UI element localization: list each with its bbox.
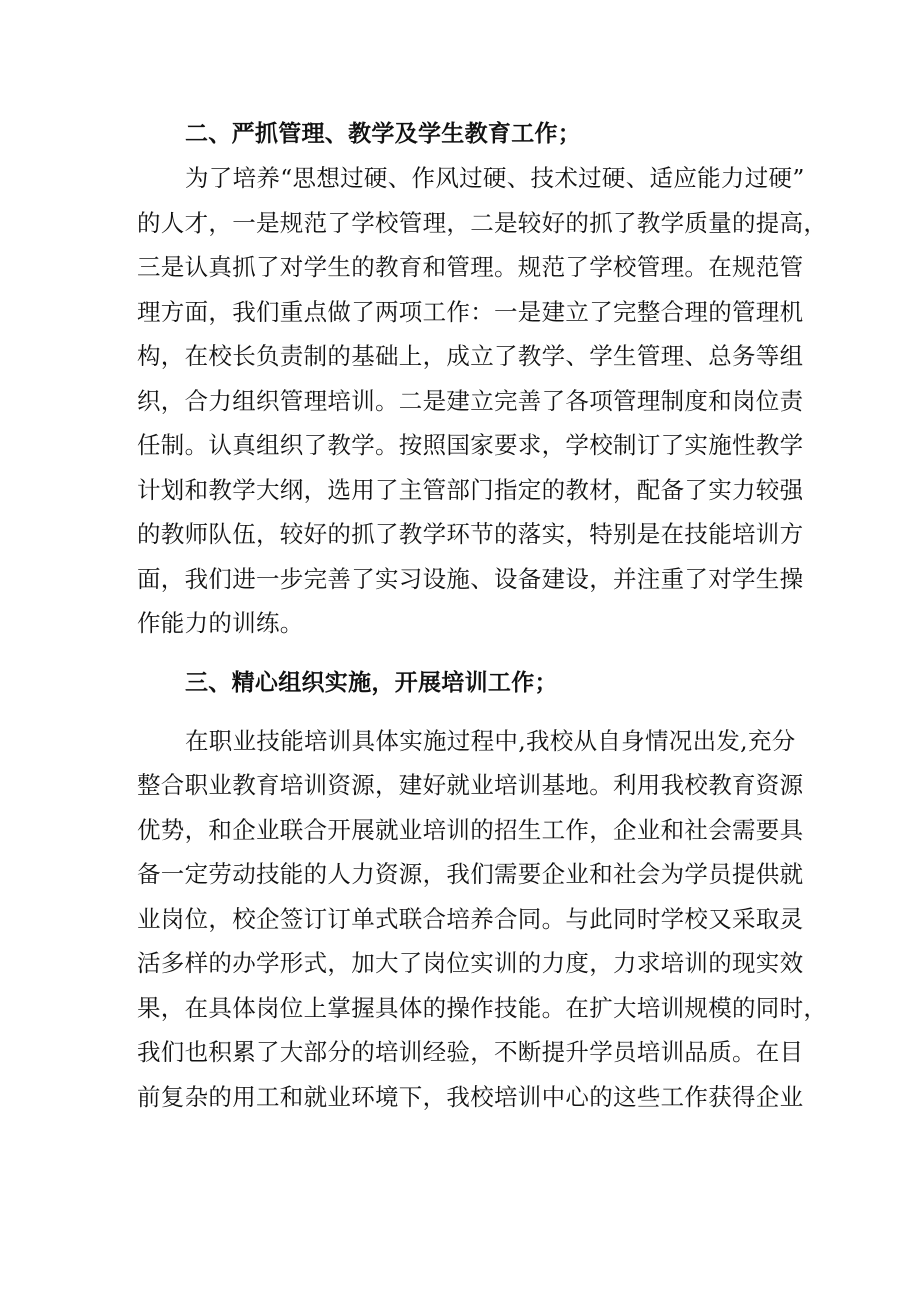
paragraph-line: 前复杂的用工和就业环境下，我校培训中心的这些工作获得企业	[137, 1082, 804, 1111]
paragraph-line: 为了培养“思想过硬、作风过硬、技术过硬、适应能力过硬”	[185, 164, 805, 192]
section-2-heading: 二、严抓管理、教学及学生教育工作；	[185, 121, 582, 147]
section-3-paragraph	[137, 719, 828, 1120]
paragraph-line: 备一定劳动技能的人力资源，我们需要企业和社会为学员提供就	[137, 860, 804, 888]
paragraph-line: 织，合力组织管理培训。二是建立完善了各项管理制度和岗位责	[137, 386, 804, 415]
paragraph-line: 在职业技能培训具体实施过程中,我校从自身情况出发,充分	[185, 726, 796, 755]
paragraph-line: 的教师队伍，较好的抓了教学环节的落实，特别是在技能培训方	[137, 520, 804, 548]
paragraph-line: 作能力的训练。	[137, 609, 304, 637]
section-spacer	[137, 705, 787, 719]
paragraph-line: 整合职业教育培训资源，建好就业培训基地。利用我校教育资源	[137, 771, 804, 799]
paragraph-line: 构，在校长负责制的基础上，成立了教学、学生管理、总务等组	[137, 342, 804, 370]
paragraph-line: 果，在具体岗位上掌握具体的操作技能。在扩大培训规模的同时，	[137, 993, 828, 1022]
paragraph-line: 任制。认真组织了教学。按照国家要求，学校制订了实施性教学	[137, 431, 804, 459]
paragraph-line: 优势，和企业联合开展就业培训的招生工作，企业和社会需要具	[137, 815, 804, 844]
document-body	[137, 112, 828, 1119]
paragraph-line: 业岗位，校企签订订单式联合培养合同。与此同时学校又采取灵	[137, 904, 804, 933]
paragraph-line: 我们也积累了大部分的培训经验，不断提升学员培训品质。在目	[137, 1038, 804, 1066]
paragraph-line: 计划和教学大纲，选用了主管部门指定的教材，配备了实力较强	[137, 475, 804, 504]
paragraph-line: 的人才，一是规范了学校管理，二是较好的抓了教学质量的提高，	[137, 208, 828, 237]
section-2-paragraph	[137, 156, 828, 646]
paragraph-line: 三是认真抓了对学生的教育和管理。规范了学校管理。在规范管	[137, 253, 804, 281]
section-spacer	[137, 646, 787, 661]
paragraph-line: 面，我们进一步完善了实习设施、设备建设，并注重了对学生操	[137, 564, 804, 593]
paragraph-line: 理方面，我们重点做了两项工作：一是建立了完整合理的管理机	[137, 297, 804, 326]
section-3-heading: 三、精心组织实施，开展培训工作；	[185, 669, 558, 696]
paragraph-line: 活多样的办学形式，加大了岗位实训的力度，力求培训的现实效	[137, 949, 804, 977]
